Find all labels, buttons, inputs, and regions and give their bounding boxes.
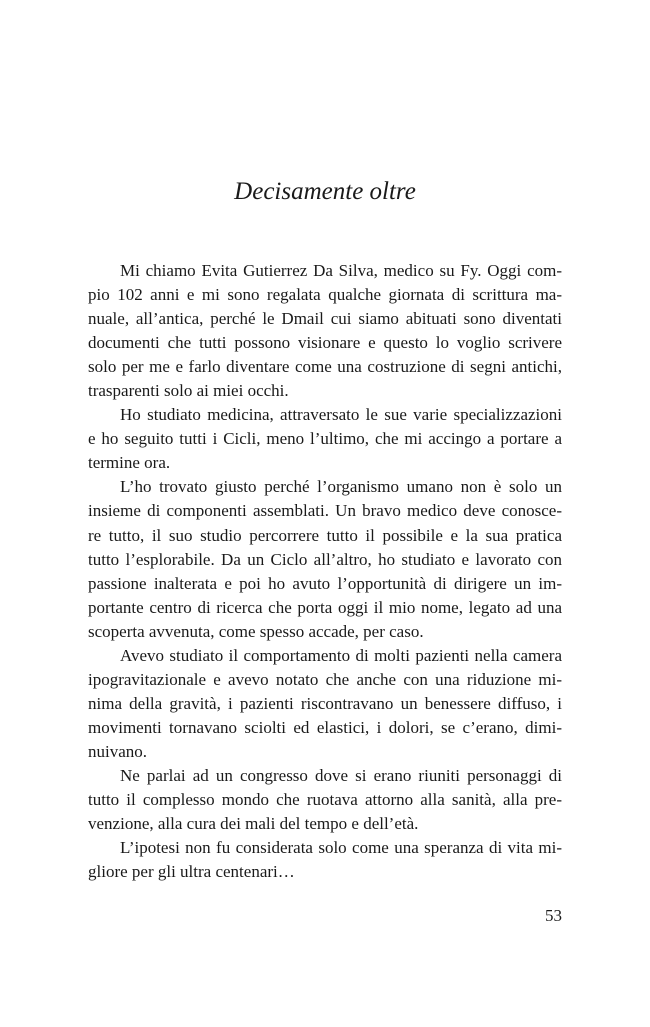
text-line: Ne parlai ad un congresso dove si erano riuniti personaggi di [120, 765, 562, 785]
chapter-title: Decisamente oltre [234, 178, 416, 205]
text-line: movimenti tornavano sciolti ed elastici, i dolori, se c’erano, dimi- [88, 717, 562, 737]
text-line: documenti che tutti possono visionare e questo lo voglio scrivere [88, 333, 562, 353]
text-line: tutto l’esplorabile. Da un Ciclo all’altro, ho studiato e lavorato con [88, 549, 562, 569]
text-line: Ho studiato medicina, attraversato le sue varie specializzazioni [120, 405, 562, 425]
text-line: passione inalterata e poi ho avuto l’opportunità di dirigere un im- [88, 573, 562, 593]
page-number: 53 [545, 906, 562, 925]
text-line: tutto il complesso mondo che ruotava attorno alla sanità, alla pre- [88, 790, 562, 810]
text-line: venzione, alla cura dei mali del tempo e dell’età. [88, 814, 419, 834]
text-line: trasparenti solo ai miei occhi. [88, 381, 289, 401]
text-line: gliore per gli ultra centenari… [88, 862, 295, 882]
text-line: ipogravitazionale e avevo notato che anche con una riduzione mi- [88, 669, 562, 689]
text-line: re tutto, il suo studio percorrere tutto il possibile e la sua pratica [88, 525, 562, 545]
text-line: solo per me e farlo diventare come una costruzione di segni antichi, [88, 357, 562, 377]
text-line: insieme di componenti assemblati. Un bravo medico deve conosce- [88, 501, 562, 521]
text-line: Avevo studiato il comportamento di molti pazienti nella camera [120, 645, 562, 665]
body-text [88, 259, 562, 884]
text-line: termine ora. [88, 453, 171, 473]
text-line: L’ho trovato giusto perché l’organismo umano non è solo un [120, 477, 562, 497]
text-line: nima della gravità, i pazienti riscontravano un benessere diffuso, i [88, 693, 562, 713]
text-line: L’ipotesi non fu considerata solo come una speranza di vita mi- [120, 838, 562, 858]
text-line: pio 102 anni e mi sono regalata qualche giornata di scrittura ma- [88, 285, 562, 305]
text-line: nuale, all’antica, perché le Dmail cui siamo abituati sono diventati [88, 309, 562, 329]
text-line: Mi chiamo Evita Gutierrez Da Silva, medico su Fy. Oggi com- [120, 261, 562, 280]
text-line: e ho seguito tutti i Cicli, meno l’ultimo, che mi accingo a portare a [88, 429, 562, 449]
text-line: portante centro di ricerca che porta oggi il mio nome, legato ad una [88, 597, 562, 617]
text-line: nuivano. [88, 741, 148, 761]
text-line: scoperta avvenuta, come spesso accade, per caso. [88, 621, 424, 641]
